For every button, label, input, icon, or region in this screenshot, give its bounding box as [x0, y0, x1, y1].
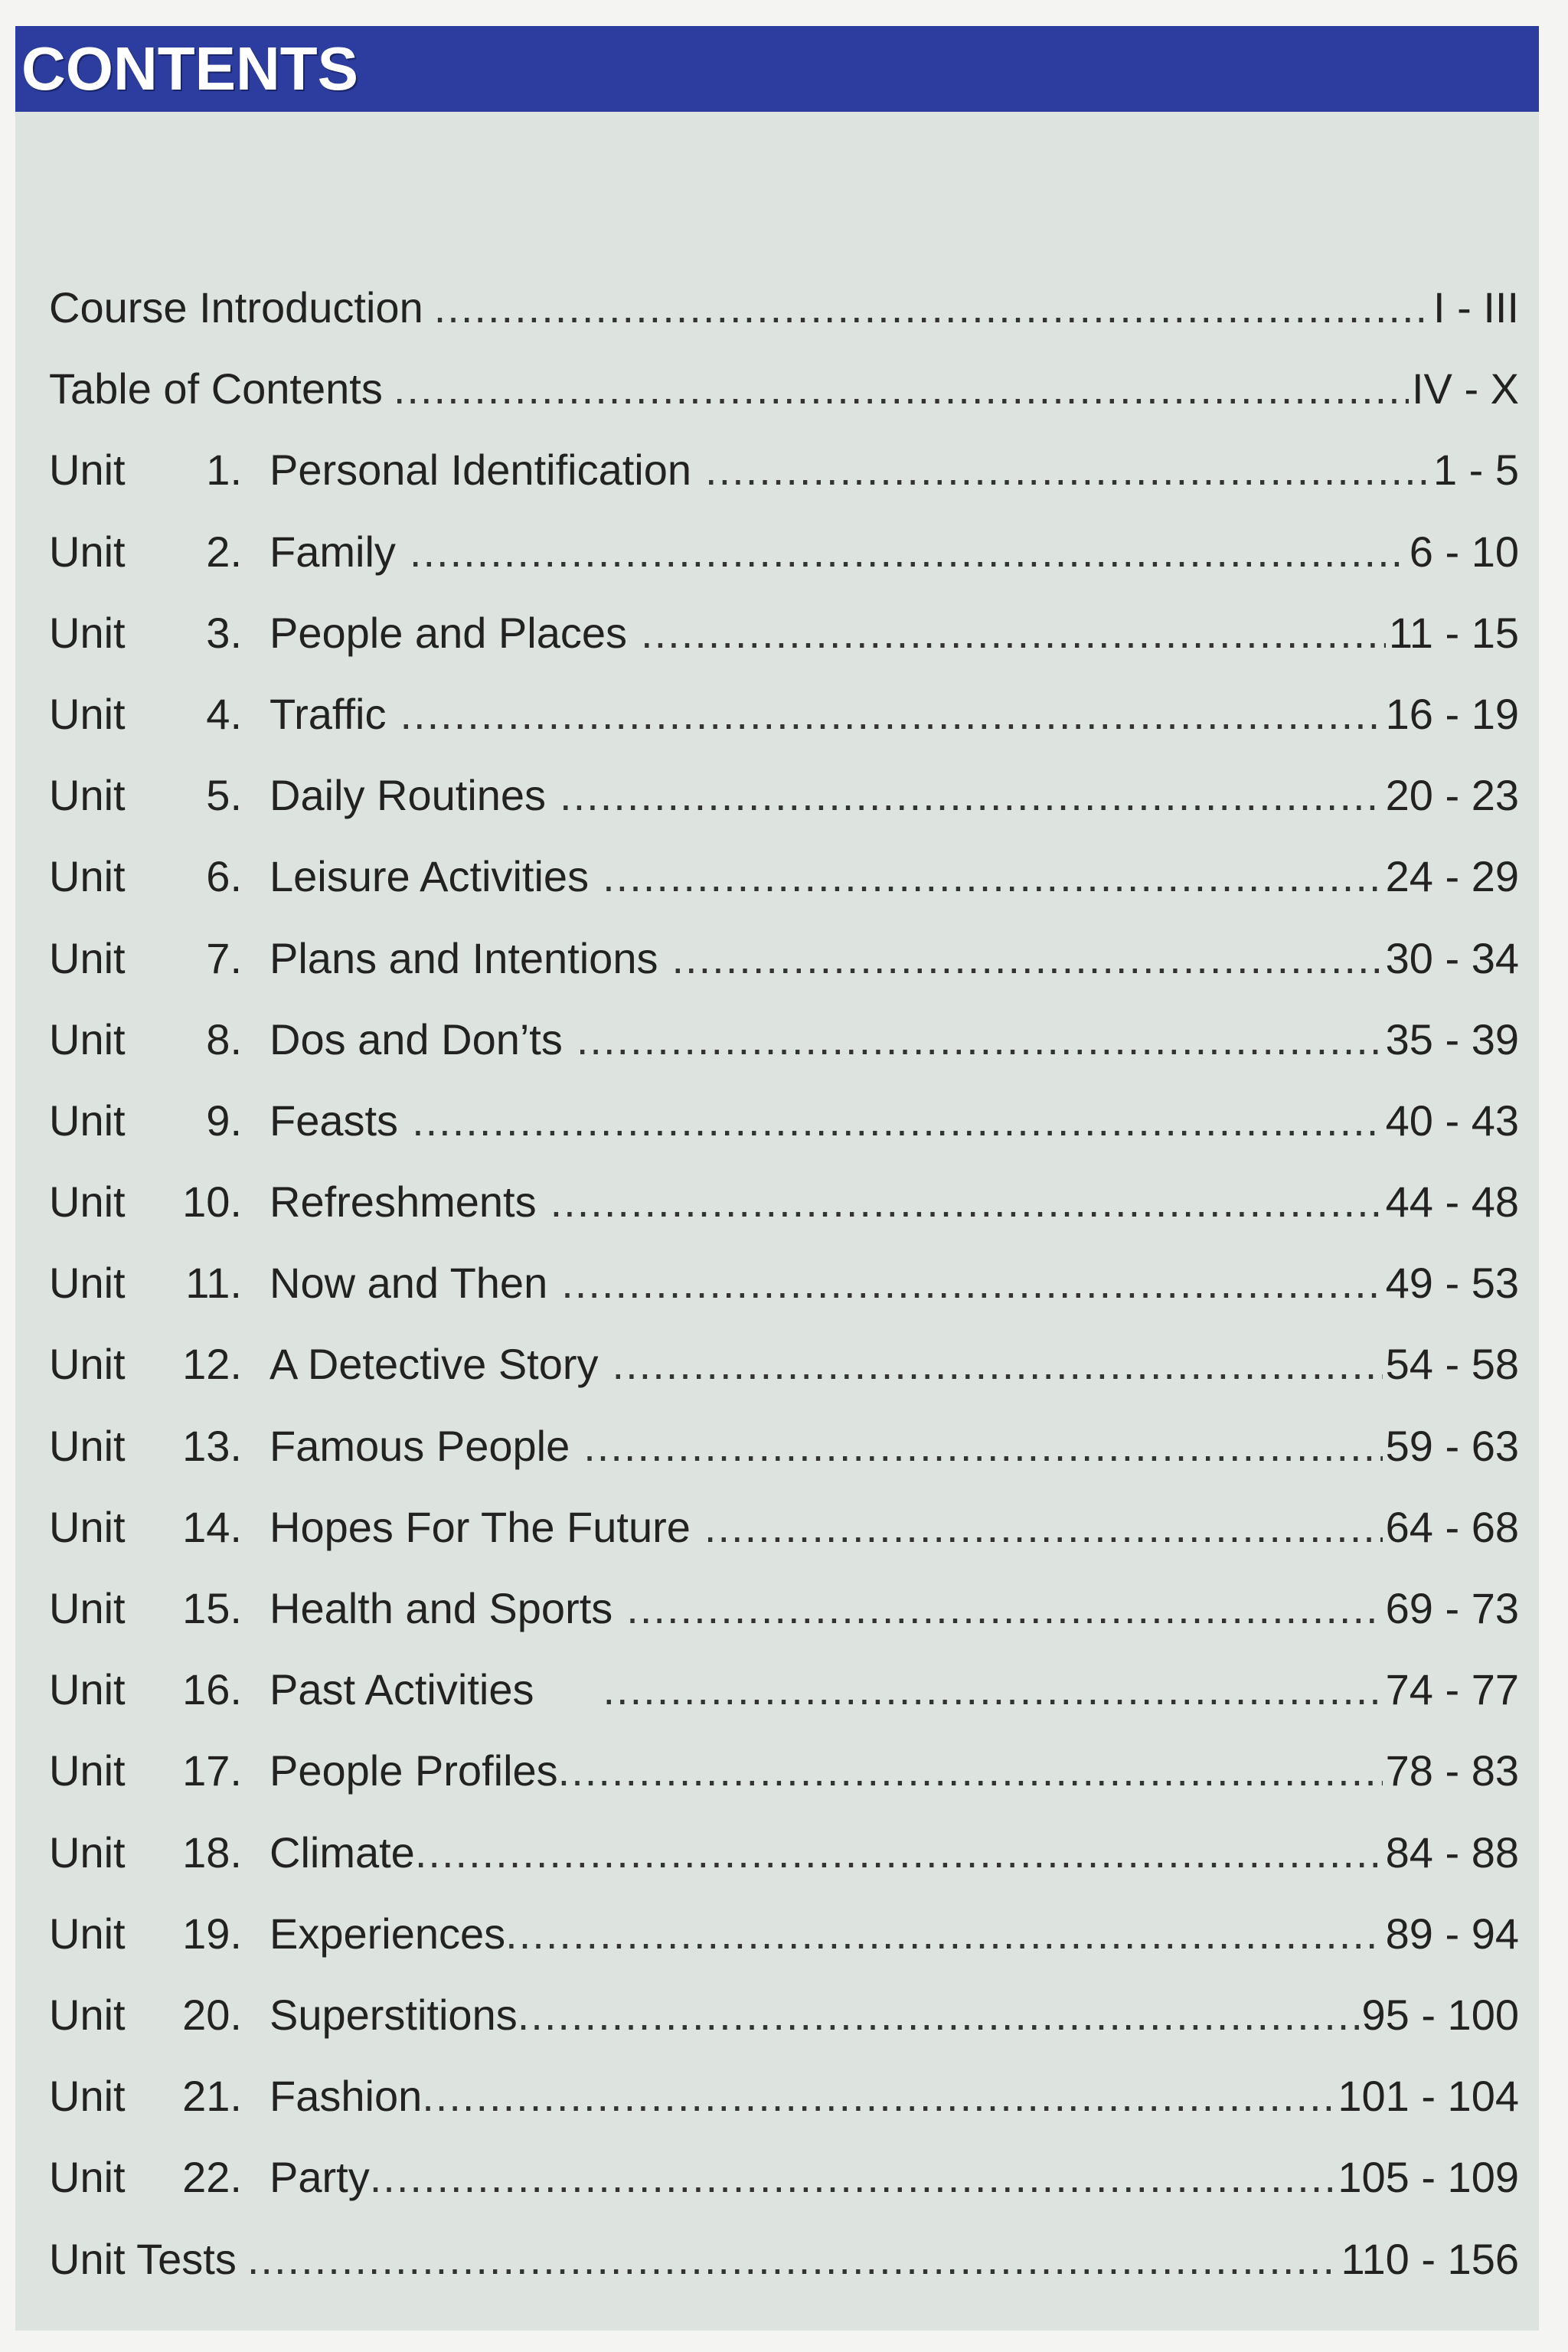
unit-title: Plans and Intentions: [270, 933, 658, 982]
unit-number: 19.: [182, 1909, 242, 1958]
dot-leader: [561, 1243, 1382, 1324]
dot-leader: [603, 836, 1383, 917]
unit-title: Fashion: [270, 2072, 423, 2121]
unit-pages: 11 - 15: [1388, 608, 1519, 657]
toc-entry-unit[interactable]: [49, 1649, 1519, 1730]
toc-entry-unit[interactable]: [49, 918, 1519, 999]
unit-pages: 74 - 77: [1385, 1665, 1519, 1714]
toc-entry-title: Unit Tests: [49, 2234, 237, 2283]
toc-entry-unit[interactable]: [49, 999, 1519, 1080]
toc-entry-unit[interactable]: [49, 1324, 1519, 1405]
unit-pages: 59 - 63: [1385, 1421, 1519, 1470]
toc-entry-unit[interactable]: [49, 430, 1519, 511]
unit-prefix: Unit: [49, 1665, 126, 1714]
dot-leader: [641, 593, 1386, 674]
toc-entry-pages: I - III: [1433, 283, 1519, 332]
page-title: CONTENTS: [21, 34, 358, 103]
unit-pages: 95 - 100: [1361, 1990, 1519, 2039]
unit-number: 15.: [182, 1584, 242, 1632]
toc-entry-unit[interactable]: [49, 1568, 1519, 1649]
unit-prefix: Unit: [49, 527, 126, 576]
unit-title: Traffic: [270, 689, 387, 738]
dot-leader: [583, 1406, 1382, 1487]
contents-page: [15, 26, 1539, 2331]
unit-pages: 20 - 23: [1385, 771, 1519, 820]
unit-pages: 84 - 88: [1385, 1828, 1519, 1877]
toc-entry-unit[interactable]: [49, 1080, 1519, 1161]
unit-prefix: Unit: [49, 1178, 126, 1227]
unit-prefix: Unit: [49, 852, 126, 901]
dot-leader: [415, 1812, 1383, 1893]
toc-entry-table-of-contents[interactable]: [49, 348, 1519, 430]
table-of-contents: [49, 267, 1519, 2300]
unit-title: Superstitions: [270, 1990, 518, 2039]
dot-leader: [612, 1324, 1383, 1405]
unit-number: 6.: [206, 852, 242, 901]
toc-entry-unit[interactable]: [49, 511, 1519, 593]
unit-number: 5.: [206, 771, 242, 820]
unit-number: 17.: [182, 1746, 242, 1795]
unit-prefix: Unit: [49, 608, 126, 657]
unit-prefix: Unit: [49, 1746, 126, 1795]
unit-title: Famous People: [270, 1421, 570, 1470]
unit-title: Feasts: [270, 1096, 399, 1145]
unit-title: Now and Then: [270, 1259, 548, 1308]
toc-entry-unit[interactable]: [49, 1893, 1519, 1975]
unit-number: 4.: [206, 689, 242, 738]
toc-entry-unit[interactable]: [49, 1487, 1519, 1568]
dot-leader: [577, 999, 1383, 1080]
unit-number: 2.: [206, 527, 242, 576]
dot-leader: [705, 430, 1430, 511]
unit-number: 7.: [206, 933, 242, 982]
unit-prefix: Unit: [49, 771, 126, 820]
toc-entry-unit[interactable]: [49, 674, 1519, 755]
toc-entry-unit[interactable]: [49, 1812, 1519, 1893]
dot-leader: [505, 1893, 1382, 1975]
unit-prefix: Unit: [49, 1096, 126, 1145]
unit-pages: 30 - 34: [1385, 933, 1519, 982]
unit-number: 18.: [182, 1828, 242, 1877]
unit-title: A Detective Story: [270, 1340, 599, 1389]
unit-title: People and Places: [270, 608, 628, 657]
toc-entry-unit[interactable]: [49, 836, 1519, 917]
dot-leader: [422, 2056, 1334, 2137]
dot-leader: [626, 1568, 1382, 1649]
unit-number: 11.: [185, 1259, 242, 1308]
unit-number: 21.: [182, 2072, 242, 2121]
toc-entry-unit[interactable]: [49, 2056, 1519, 2137]
unit-prefix: Unit: [49, 1990, 126, 2039]
unit-prefix: Unit: [49, 933, 126, 982]
unit-pages: 49 - 53: [1385, 1259, 1519, 1308]
unit-title: Personal Identification: [270, 446, 692, 495]
dot-leader: [560, 755, 1383, 836]
dot-leader: [558, 1730, 1383, 1811]
unit-pages: 1 - 5: [1432, 446, 1519, 495]
unit-number: 1.: [206, 446, 242, 495]
unit-prefix: Unit: [49, 1584, 126, 1632]
unit-title: Daily Routines: [270, 771, 547, 820]
unit-prefix: Unit: [49, 1014, 126, 1063]
toc-entry-unit[interactable]: [49, 1730, 1519, 1811]
toc-entry-unit[interactable]: [49, 593, 1519, 674]
toc-entry-unit[interactable]: [49, 1406, 1519, 1487]
unit-title: Leisure Activities: [270, 852, 590, 901]
unit-pages: 69 - 73: [1385, 1584, 1519, 1632]
unit-prefix: Unit: [49, 446, 126, 495]
unit-pages: 101 - 104: [1338, 2072, 1519, 2121]
unit-title: Party: [270, 2153, 370, 2202]
unit-number: 12.: [182, 1340, 242, 1389]
toc-entry-unit[interactable]: [49, 755, 1519, 836]
dot-leader: [550, 1161, 1383, 1243]
header-bar: [15, 26, 1539, 112]
unit-number: 14.: [182, 1502, 242, 1551]
unit-number: 16.: [182, 1665, 242, 1714]
unit-pages: 44 - 48: [1385, 1178, 1519, 1227]
unit-number: 9.: [206, 1096, 242, 1145]
unit-prefix: Unit: [49, 1421, 126, 1470]
unit-title: Refreshments: [270, 1178, 537, 1227]
toc-entry-unit[interactable]: [49, 1243, 1519, 1324]
unit-pages: 6 - 10: [1409, 527, 1519, 576]
unit-title: Hopes For The Future: [270, 1502, 691, 1551]
unit-pages: 64 - 68: [1385, 1502, 1519, 1551]
unit-prefix: Unit: [49, 2153, 126, 2202]
unit-pages: 35 - 39: [1385, 1014, 1519, 1063]
unit-number: 8.: [206, 1014, 242, 1063]
unit-pages: 54 - 58: [1385, 1340, 1519, 1389]
unit-number: 10.: [182, 1178, 242, 1227]
toc-entry-title: Table of Contents: [49, 364, 383, 413]
dot-leader: [370, 2137, 1335, 2218]
dot-leader: [410, 511, 1406, 593]
unit-prefix: Unit: [49, 1909, 126, 1958]
unit-pages: 40 - 43: [1385, 1096, 1519, 1145]
dot-leader: [603, 1649, 1382, 1730]
unit-pages: 105 - 109: [1338, 2153, 1519, 2202]
toc-entry-pages: IV - X: [1411, 364, 1519, 413]
dot-leader: [671, 918, 1382, 999]
unit-title: Family: [270, 527, 396, 576]
unit-prefix: Unit: [49, 689, 126, 738]
unit-prefix: Unit: [49, 1259, 126, 1308]
unit-title: Past Activities: [270, 1665, 534, 1714]
unit-pages: 24 - 29: [1385, 852, 1519, 901]
unit-prefix: Unit: [49, 1828, 126, 1877]
dot-leader: [412, 1080, 1383, 1161]
unit-prefix: Unit: [49, 2072, 126, 2121]
toc-entry-course-introduction[interactable]: [49, 267, 1519, 348]
unit-title: Experiences: [270, 1909, 506, 1958]
unit-number: 13.: [182, 1421, 242, 1470]
unit-pages: 89 - 94: [1385, 1909, 1519, 1958]
toc-entry-title: Course Introduction: [49, 283, 423, 332]
unit-prefix: Unit: [49, 1340, 126, 1389]
dot-leader: [704, 1487, 1383, 1568]
dot-leader: [247, 2219, 1338, 2300]
toc-entry-unit[interactable]: [49, 1975, 1519, 2056]
unit-number: 3.: [206, 608, 242, 657]
toc-entry-unit-tests[interactable]: [49, 2219, 1519, 2300]
dot-leader: [394, 348, 1409, 430]
unit-number: 22.: [182, 2153, 242, 2202]
unit-title: Dos and Don’ts: [270, 1014, 563, 1063]
dot-leader: [400, 674, 1382, 755]
toc-entry-pages: 110 - 156: [1341, 2234, 1519, 2283]
unit-number: 20.: [182, 1990, 242, 2039]
dot-leader: [434, 267, 1430, 348]
unit-pages: 16 - 19: [1385, 689, 1519, 738]
dot-leader: [518, 1975, 1359, 2056]
unit-title: Health and Sports: [270, 1584, 613, 1632]
unit-title: People Profiles: [270, 1746, 558, 1795]
toc-entry-unit[interactable]: [49, 2137, 1519, 2218]
unit-pages: 78 - 83: [1385, 1746, 1519, 1795]
toc-entry-unit[interactable]: [49, 1161, 1519, 1243]
unit-title: Climate: [270, 1828, 415, 1877]
unit-prefix: Unit: [49, 1502, 126, 1551]
